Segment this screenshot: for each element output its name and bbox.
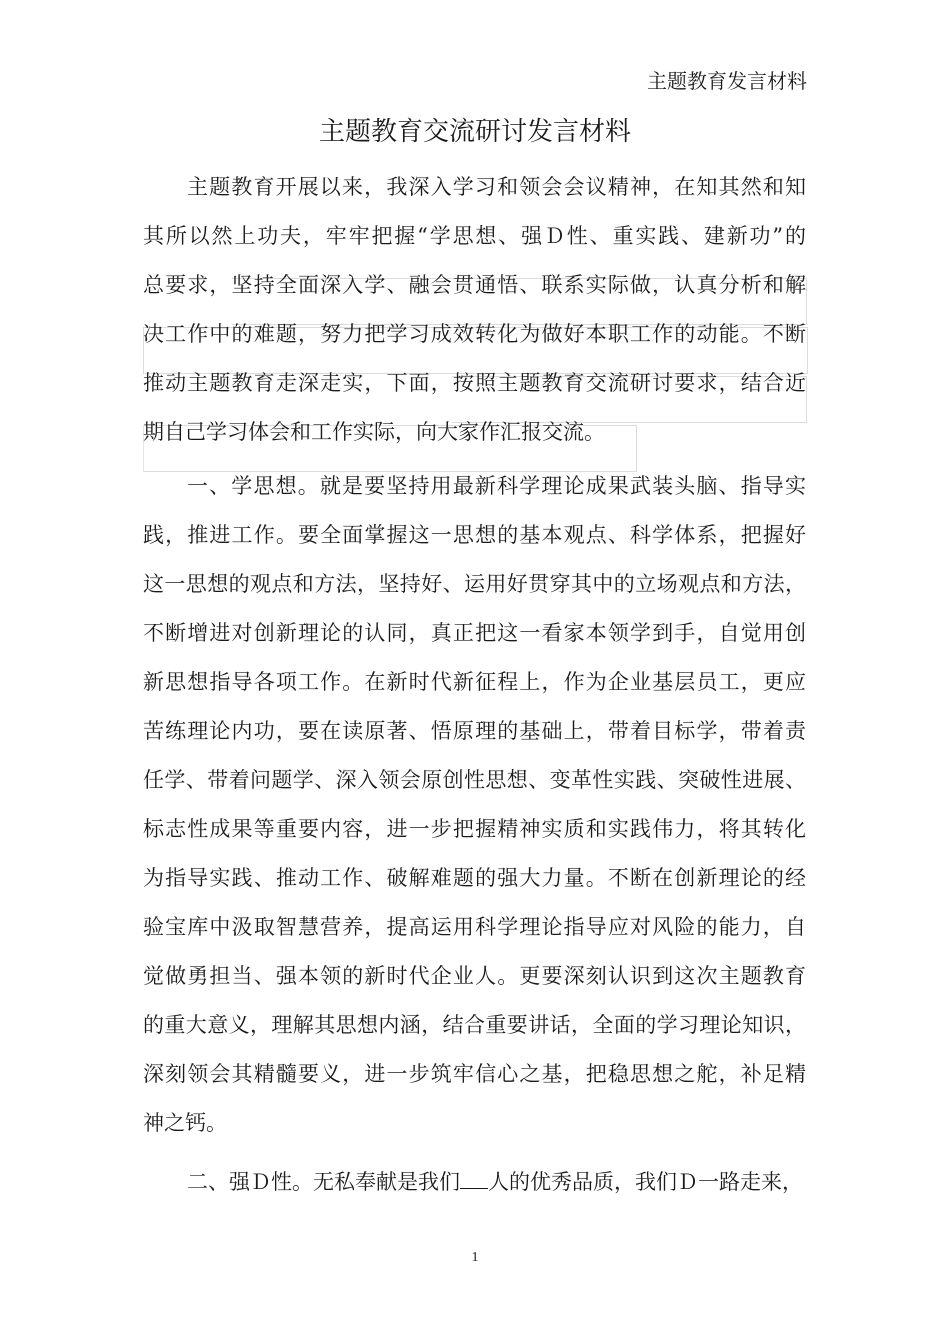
page-number: 1: [471, 1250, 479, 1265]
section2-line: [187, 1158, 806, 1207]
section1-line: 神之钙。: [143, 1111, 227, 1135]
section1-line: 不断增进对创新理论的认同，真正把这一看家本领学到手，自觉用创: [143, 621, 806, 645]
intro-line: 总要求，坚持全面深入学、融会贯通悟、联系实际做，认真分析和解: [143, 273, 806, 297]
document-title: 主题教育交流研讨发言材料: [318, 117, 631, 147]
section2-text-after: 人的优秀品质，我们Ｄ一路走来，: [488, 1170, 803, 1194]
section1-line: 深刻领会其精髓要义，进一步筑牢信心之基，把稳思想之舵，补足精: [143, 1062, 806, 1086]
intro-line: 决工作中的难题，努力把学习成效转化为做好本职工作的动能。不断: [143, 322, 806, 346]
section1-line: 苦练理论内功，要在读原著、悟原理的基础上，带着目标学，带着责: [143, 719, 806, 743]
intro-line: 推动主题教育走深走实，下面，按照主题教育交流研讨要求，结合近: [143, 371, 806, 395]
intro-line: 期自己学习体会和工作实际，向大家作汇报交流。: [143, 420, 605, 444]
section1-line: 标志性成果等重要内容，进一步把握精神实质和实践伟力，将其转化: [143, 817, 806, 841]
section1-line: 这一思想的观点和方法，坚持好、运用好贯穿其中的立场观点和方法，: [143, 572, 806, 596]
section1-line: 任学、带着问题学、深入领会原创性思想、变革性实践、突破性进展、: [143, 768, 806, 792]
section1-line: 觉做勇担当、强本领的新时代企业人。更要深刻认识到这次主题教育: [143, 964, 806, 988]
section2-text-before: 二、强Ｄ性。无私奉献是我们: [187, 1170, 460, 1194]
section1-line: 验宝库中汲取智慧营养，提高运用科学理论指导应对风险的能力，自: [143, 915, 806, 939]
section1-line: 的重大意义，理解其思想内涵，结合重要讲话，全面的学习理论知识，: [143, 1013, 806, 1037]
section1-line: 为指导实践、推动工作、破解难题的强大力量。不断在创新理论的经: [143, 866, 806, 890]
section1-line: 一、学思想。就是要坚持用最新科学理论成果武装头脑、指导实: [187, 474, 806, 498]
blank-underline: [460, 1166, 488, 1189]
section1-line: 新思想指导各项工作。在新时代新征程上，作为企业基层员工，更应: [143, 670, 806, 694]
page-header: 主题教育发言材料: [647, 69, 807, 93]
intro-line: 主题教育开展以来，我深入学习和领会会议精神，在知其然和知: [187, 175, 806, 199]
section1-line: 践，推进工作。要全面掌握这一思想的基本观点、科学体系，把握好: [143, 523, 806, 547]
intro-line: 其所以然上功夫，牢牢把握“学思想、强Ｄ性、重实践、建新功”的: [143, 224, 806, 248]
